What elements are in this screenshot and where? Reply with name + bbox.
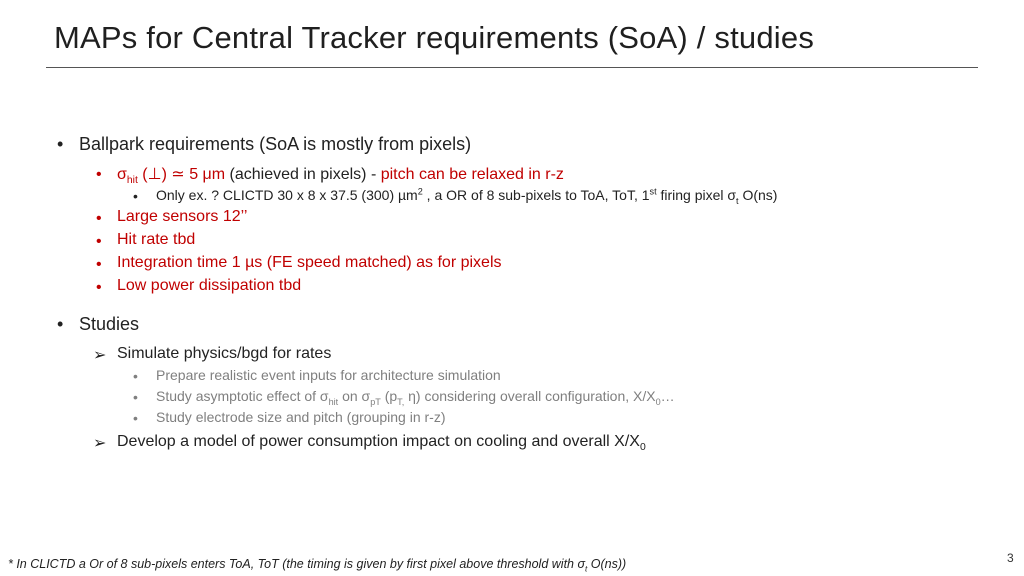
sub2-c: (p: [380, 388, 398, 404]
power-text: Develop a model of power consumption impact on cooling and overall X/X: [117, 433, 640, 450]
bullet-icon: •: [96, 210, 102, 227]
bullet-icon: •: [133, 389, 138, 405]
footnote-sub: t: [585, 564, 588, 574]
requirement-item: Low power dissipation tbd: [117, 277, 302, 294]
bullet-icon: •: [133, 368, 138, 384]
sigma-hit-requirement: [117, 164, 564, 187]
requirements-heading: Ballpark requirements (SoA is mostly from pixels): [79, 134, 472, 154]
sub2-sub3: T,: [397, 396, 405, 407]
pitch-relaxed-note: pitch can be relaxed in r-z: [380, 166, 564, 183]
requirement-item: Hit rate tbd: [117, 231, 196, 248]
page-number: 3: [1007, 551, 1014, 565]
footnote-text-a: * In CLICTD a Or of 8 sub-pixels enters ToA, ToT (the timing is given by first pixel above threshold with σ: [8, 557, 586, 571]
sub2-sub2: pT: [370, 396, 381, 407]
clictd-sup2: st: [649, 186, 657, 197]
slide-title: MAPs for Central Tracker requirements (SoA) / studies: [54, 20, 815, 55]
sigma-note: (achieved in pixels) -: [225, 166, 381, 183]
footnote-text-b: O(ns)): [587, 557, 627, 571]
study-sub-item: [156, 388, 675, 407]
arrow-bullet-icon: ➢: [93, 347, 107, 364]
bullet-icon: •: [96, 256, 102, 273]
sub2-sub4: 0: [655, 396, 661, 407]
sub2-a: Study asymptotic effect of σ: [156, 388, 329, 404]
arrow-bullet-icon: ➢: [93, 435, 107, 452]
requirement-item: Integration time 1 µs (FE speed matched) as for pixels: [117, 254, 502, 271]
sub2-d: η) considering overall configuration, X/X: [404, 388, 656, 404]
sigma-symbol: σ: [117, 166, 127, 183]
simulate-item: Simulate physics/bgd for rates: [117, 345, 332, 362]
clictd-text-b: , a OR of 8 sub-pixels to ToA, ToT, 1: [422, 187, 650, 203]
studies-heading: Studies: [79, 314, 140, 334]
study-sub-item: Study electrode size and pitch (grouping in r-z): [156, 409, 446, 425]
bullet-icon: •: [96, 233, 102, 250]
clictd-sub: t: [736, 195, 739, 206]
footnote: [8, 557, 627, 574]
requirement-item: Large sensors 12’’: [117, 208, 248, 225]
bullet-icon: •: [133, 188, 138, 204]
power-sub: 0: [639, 442, 646, 454]
sigma-value: (⊥) ≃ 5 μm: [137, 166, 226, 183]
bullet-icon: •: [96, 279, 102, 296]
sigma-subscript: hit: [126, 175, 138, 187]
clictd-text-d: O(ns): [738, 187, 778, 203]
bullet-icon: •: [96, 166, 102, 183]
sub2-e: …: [660, 388, 675, 404]
clictd-text-c: firing pixel σ: [656, 187, 737, 203]
clictd-example: [156, 186, 778, 206]
sub2-sub1: hit: [328, 396, 339, 407]
sub2-b: on σ: [338, 388, 371, 404]
bullet-icon: •: [57, 314, 64, 334]
bullet-icon: •: [57, 134, 64, 154]
clictd-text-a: Only ex. ? CLICTD 30 x 8 x 37.5 (300) µm: [156, 187, 418, 203]
study-sub-item: Prepare realistic event inputs for architecture simulation: [156, 367, 501, 383]
clictd-sup: 2: [417, 186, 423, 197]
title-divider: [46, 67, 978, 68]
power-model-item: [117, 433, 646, 454]
bullet-icon: •: [133, 410, 138, 426]
